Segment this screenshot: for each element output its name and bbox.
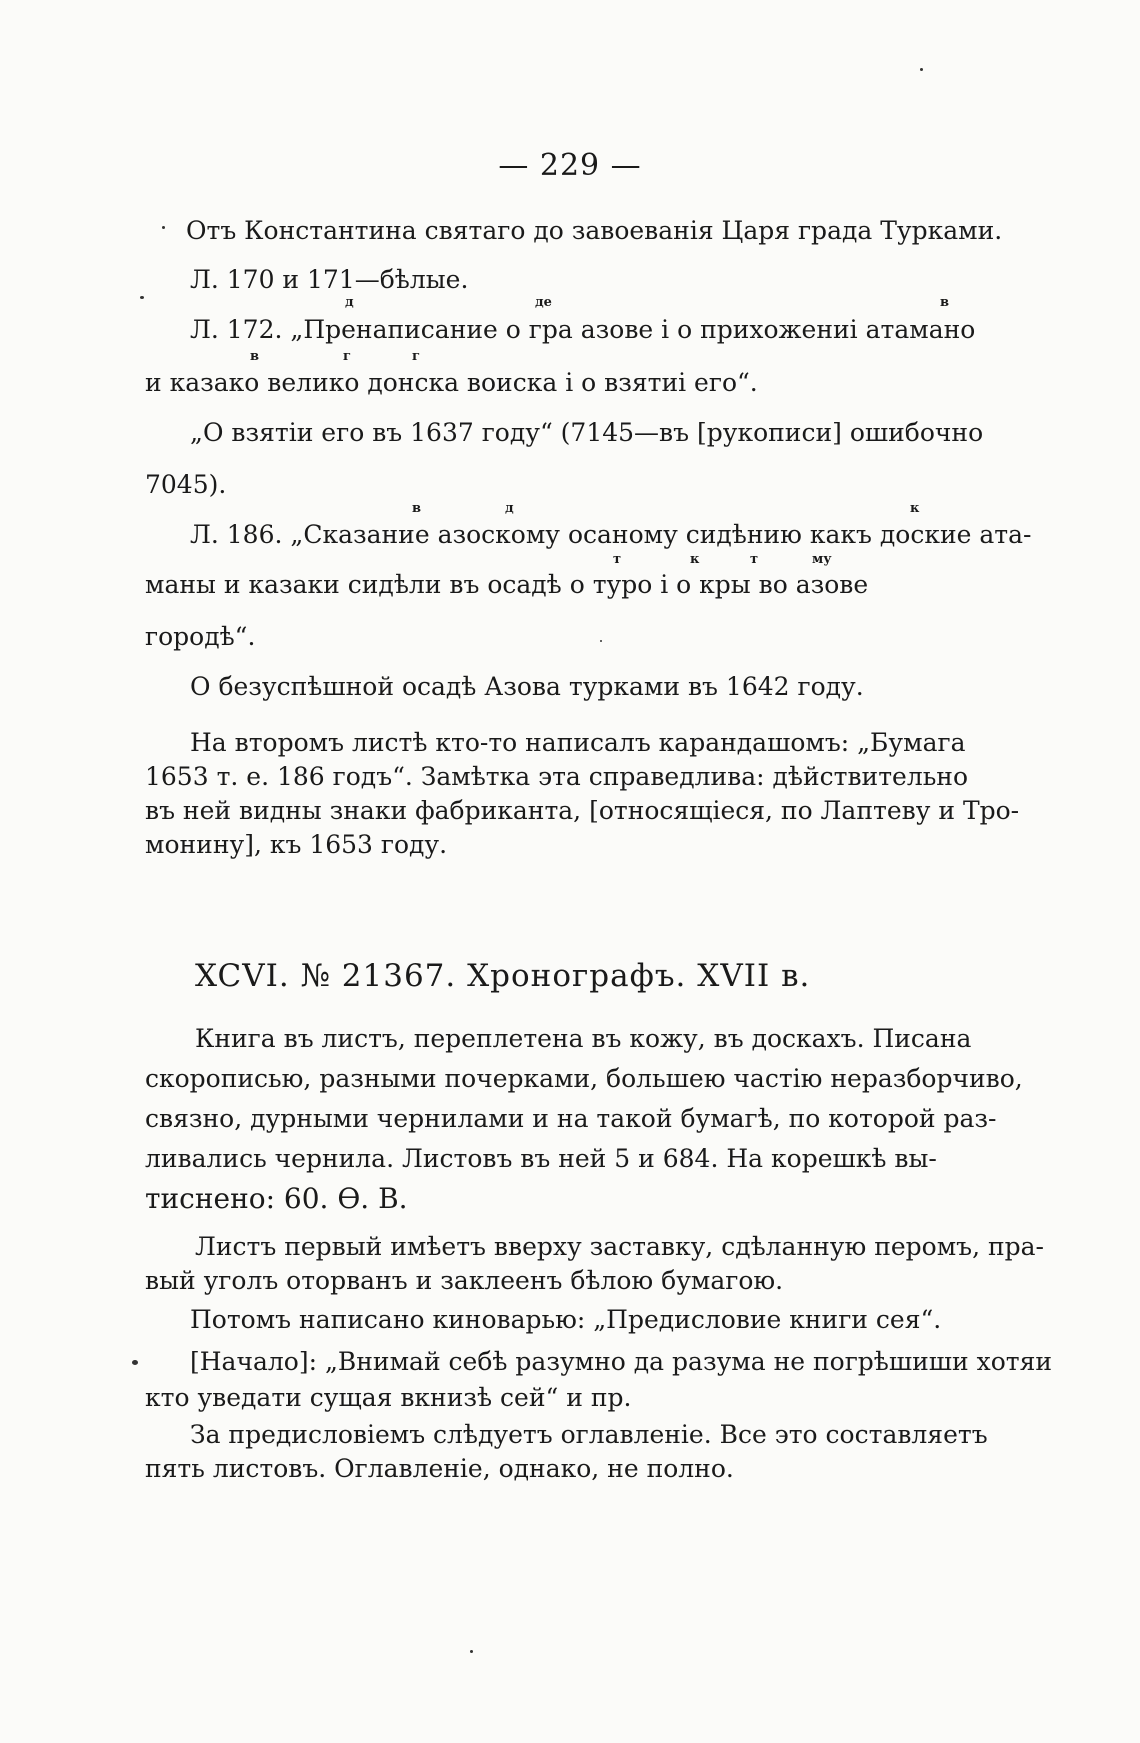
paragraph-line: За предисловіемъ слѣдуетъ оглавленіе. Все это составляетъ	[190, 1420, 988, 1449]
text-line-constantine: Отъ Константина святаго до завоеванія Царя града Турками.	[186, 216, 1003, 245]
paragraph-line: вый уголъ оторванъ и заклеенъ бѣлою бумагою.	[145, 1266, 784, 1295]
paragraph-line: въ ней видны знаки фабриканта, [относящіеся, по Лаптеву и Тро-	[145, 796, 1020, 825]
paragraph-line: скорописью, разными почерками, большею частію неразборчиво,	[145, 1064, 1023, 1093]
text-line-siege-1642: О безуспѣшной осадѣ Азова турками въ 1642 году.	[190, 672, 864, 701]
paragraph-line: Потомъ написано киноварью: „Предисловие книги сея“.	[190, 1305, 942, 1334]
paragraph-line: тиснено: 60. Ѳ. В.	[145, 1182, 408, 1215]
scan-speck	[920, 68, 923, 71]
paragraph-line: На второмъ листѣ кто-то написалъ карандашомъ: „Бумага	[190, 728, 966, 757]
paragraph-line: [Начало]: „Внимай себѣ разумно да разума не погрѣшиши хотяи	[190, 1347, 1053, 1376]
superscript-letter: к	[910, 501, 920, 516]
paragraph-line: кто уведати сущая вкнизѣ сей“ и пр.	[145, 1383, 632, 1412]
superscript-letter: в	[412, 501, 422, 516]
text-line-leaf-186: Л. 186. „Сказание азоскому осаному сидѣнию какъ доские ата-	[190, 520, 1032, 549]
text-line-leaves-170-171: Л. 170 и 171—бѣлые.	[190, 265, 469, 294]
paragraph-line: Листъ первый имѣетъ вверху заставку, сдѣланную перомъ, пра-	[195, 1232, 1044, 1261]
superscript-letter: г	[412, 349, 420, 364]
superscript-letter: д	[345, 295, 354, 310]
text-line-atamans: маны и казаки сидѣли въ осадѣ о туро і о кры во азове	[145, 570, 869, 599]
superscript-letter: в	[250, 349, 260, 364]
superscript-letter: му	[812, 552, 832, 567]
superscript-letter: т	[750, 552, 759, 567]
superscript-letter: в	[940, 295, 950, 310]
scan-speck	[600, 640, 602, 642]
superscript-letter: т	[613, 552, 622, 567]
paragraph-line: пять листовъ. Оглавленіе, однако, не полно.	[145, 1454, 734, 1483]
paragraph-line: 1653 т. е. 186 годъ“. Замѣтка эта справедлива: дѣйствительно	[145, 762, 969, 791]
superscript-letter: г	[343, 349, 351, 364]
superscript-letter: д	[505, 501, 514, 516]
scan-speck	[140, 296, 144, 299]
text-line-cossacks: и казако велико донска воиска і о взятиі его“.	[145, 368, 758, 397]
superscript-letter: к	[690, 552, 700, 567]
page-number: — 229 —	[498, 148, 642, 183]
text-line-town: городѣ“.	[145, 622, 256, 651]
scan-speck	[470, 1650, 473, 1653]
scan-speck	[162, 226, 165, 229]
scan-speck	[132, 1360, 138, 1365]
superscript-letter: де	[535, 295, 552, 310]
text-line-leaf-172: Л. 172. „Пренаписание о гра азове і о прихожениі атамано	[190, 315, 976, 344]
paragraph-line: связно, дурными чернилами и на такой бумагѣ, по которой раз-	[145, 1104, 997, 1133]
paragraph-line: Книга въ листъ, переплетена въ кожу, въ доскахъ. Писана	[195, 1024, 972, 1053]
text-line-7045: 7045).	[145, 470, 227, 499]
paragraph-line: ливались чернила. Листовъ въ ней 5 и 684. На корешкѣ вы-	[145, 1144, 937, 1173]
section-heading: XCVI. № 21367. Хронографъ. XVII в.	[195, 958, 811, 994]
paragraph-line: монину], къ 1653 году.	[145, 830, 448, 859]
text-line-capture-1637: „О взятіи его въ 1637 году“ (7145—въ [рукописи] ошибочно	[190, 418, 984, 447]
